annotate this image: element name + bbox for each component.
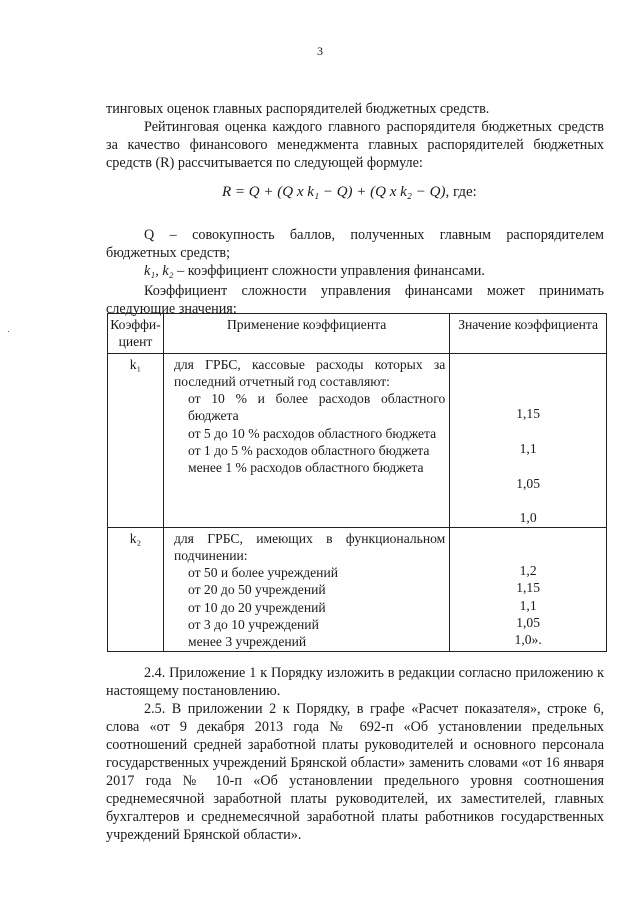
k1-item: от 10 % и более расходов областного бюджета [187, 391, 446, 424]
table-header-row [108, 314, 607, 354]
k1-value: 1,1 [519, 441, 537, 457]
k1-item: от 1 до 5 % расходов областного бюджета [187, 443, 430, 459]
k2-values [450, 527, 607, 651]
k2-value: 1,2 [519, 563, 537, 579]
k-symbols: k₁, k₂ [144, 263, 174, 279]
table-row-k1 [108, 353, 607, 527]
k2-description [163, 527, 449, 651]
k2-value: 1,15 [516, 580, 541, 596]
k2-intro: для ГРБС, имеющих в функциональном подчинении: [173, 530, 446, 563]
k2-value: 1,05 [516, 615, 541, 631]
paragraph-coefficient-intro: Коэффициент сложности управления финансами может принимать следующие значения: [106, 283, 604, 317]
coefficient-table [107, 313, 607, 652]
k1-item: от 5 до 10 % расходов областного бюджета [187, 425, 437, 441]
k1-item: менее 1 % расходов областного бюджета [187, 460, 424, 476]
k1-value: 1,05 [516, 475, 541, 491]
table-row-k2 [108, 527, 607, 651]
header-coefficient: Коэффи-циент [108, 314, 164, 354]
k-definition-text: – коэффициент сложности управления финансами. [173, 263, 485, 279]
formula-tail: где: [449, 184, 477, 200]
coefficient-k2: k₂ [108, 527, 164, 651]
page-number: 3 [317, 44, 323, 58]
coefficient-k1: k₁ [108, 353, 164, 527]
k2-item: менее 3 учреждений [187, 634, 307, 650]
k2-item: от 3 до 10 учреждений [187, 617, 319, 633]
k2-value: 1,0». [514, 632, 542, 648]
rating-formula [222, 184, 477, 201]
k1-value: 1,15 [516, 406, 541, 422]
paragraph-q-definition: Q – совокупность баллов, полученных главным распорядителем бюджетных средств; [106, 227, 604, 261]
k2-item: от 50 и более учреждений [187, 565, 339, 581]
k1-intro: для ГРБС, кассовые расходы которых за последний отчетный год составляют: [173, 356, 446, 389]
k2-item: от 10 до 20 учреждений [187, 599, 326, 615]
paragraph-2-5: 2.5. В приложении 2 к Порядку, в графе «Расчет показателя», строке 6, слова «от 9 декабря 2013 года № 692-п «Об установлении предельных соотношений средней заработной платы руководителей и основного персонала государственных учреждений Брянской области» заменить словами «от 16 января 2017 года № 10-п «Об установлении предельного уровня соотношения среднемесячной заработной платы руководителей, их заместителей, главных бухгалтеров и среднемесячной заработной платы работников государственных учреждений Брянской области». [106, 701, 604, 843]
margin-mark [8, 331, 9, 332]
formula-expression: R = Q + (Q x k₁ − Q) + (Q x k₂ − Q), [222, 184, 450, 200]
paragraph-k-definition [106, 262, 604, 280]
k1-values [450, 353, 607, 527]
paragraph-2-4: 2.4. Приложение 1 к Порядку изложить в редакции согласно приложению к настоящему постановлению. [106, 665, 604, 699]
header-value: Значение коэффициента [450, 314, 607, 354]
paragraph-continuation: тинговых оценок главных распорядителей бюджетных средств. [106, 101, 490, 117]
k1-value: 1,0 [519, 510, 537, 526]
header-application: Применение коэффициента [163, 314, 449, 354]
k2-value: 1,1 [519, 597, 537, 613]
paragraph-rating-formula-intro: Рейтинговая оценка каждого главного распорядителя бюджетных средств за качество финансового менеджмента главных распорядителей бюджетных средств (R) рассчитывается по следующей формуле: [106, 119, 604, 171]
k1-description [163, 353, 449, 527]
k2-item: от 20 до 50 учреждений [187, 582, 326, 598]
